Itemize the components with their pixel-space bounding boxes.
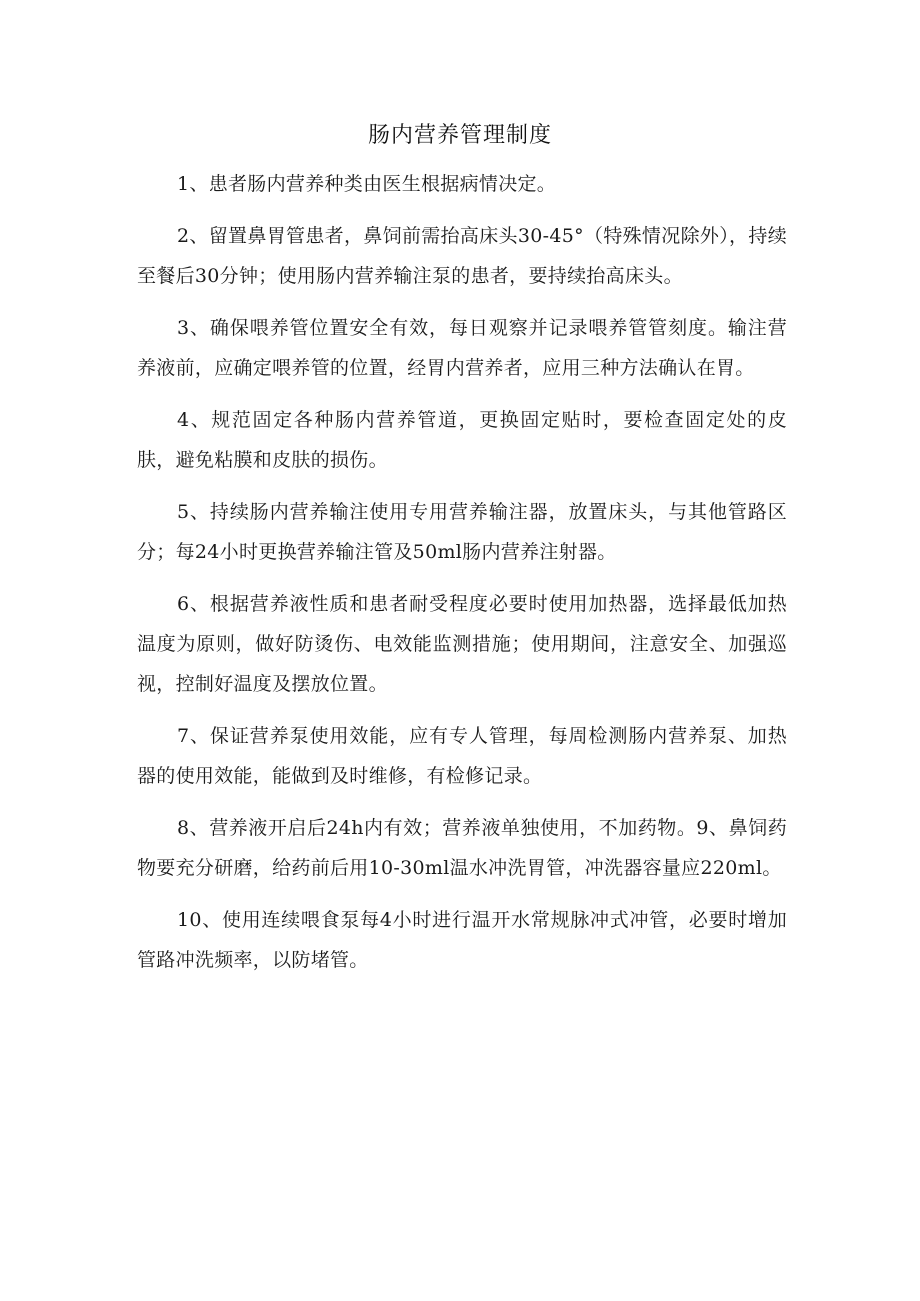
- rule-paragraph-6: 6、根据营养液性质和患者耐受程度必要时使用加热器，选择最低加热温度为原则，做好防烫伤、电效能监测措施；使用期间，注意安全、加强巡视，控制好温度及摆放位置。: [137, 593, 787, 695]
- document-body: [137, 164, 787, 992]
- rule-paragraph-7: 7、保证营养泵使用效能，应有专人管理，每周检测肠内营养泵、加热器的使用效能，能做到及时维修，有检修记录。: [137, 725, 787, 787]
- document-title: 肠内营养管理制度: [367, 123, 552, 148]
- rule-paragraph-1: 1、患者肠内营养种类由医生根据病情决定。: [177, 173, 557, 195]
- rule-paragraph-10: 10、使用连续喂食泵每4小时进行温开水常规脉冲式冲管，必要时增加管路冲洗频率，以防堵管。: [137, 909, 787, 971]
- rule-paragraph-4: 4、规范固定各种肠内营养管道，更换固定贴时，要检查固定处的皮肤，避免粘膜和皮肤的损伤。: [137, 409, 787, 471]
- rule-paragraph-8: 8、营养液开启后24h内有效；营养液单独使用，不加药物。9、鼻饲药物要充分研磨，给药前后用10-30ml温水冲洗胃管，冲洗器容量应220ml。: [137, 817, 787, 879]
- rule-paragraph-5: 5、持续肠内营养输注使用专用营养输注器，放置床头，与其他管路区分；每24小时更换营养输注管及50ml肠内营养注射器。: [137, 501, 787, 563]
- rule-paragraph-3: 3、确保喂养管位置安全有效，每日观察并记录喂养管管刻度。输注营养液前，应确定喂养管的位置，经胃内营养者，应用三种方法确认在胃。: [137, 317, 787, 379]
- rule-paragraph-2: 2、留置鼻胃管患者，鼻饲前需抬高床头30-45°（特殊情况除外），持续至餐后30分钟；使用肠内营养输注泵的患者，要持续抬高床头。: [137, 225, 787, 287]
